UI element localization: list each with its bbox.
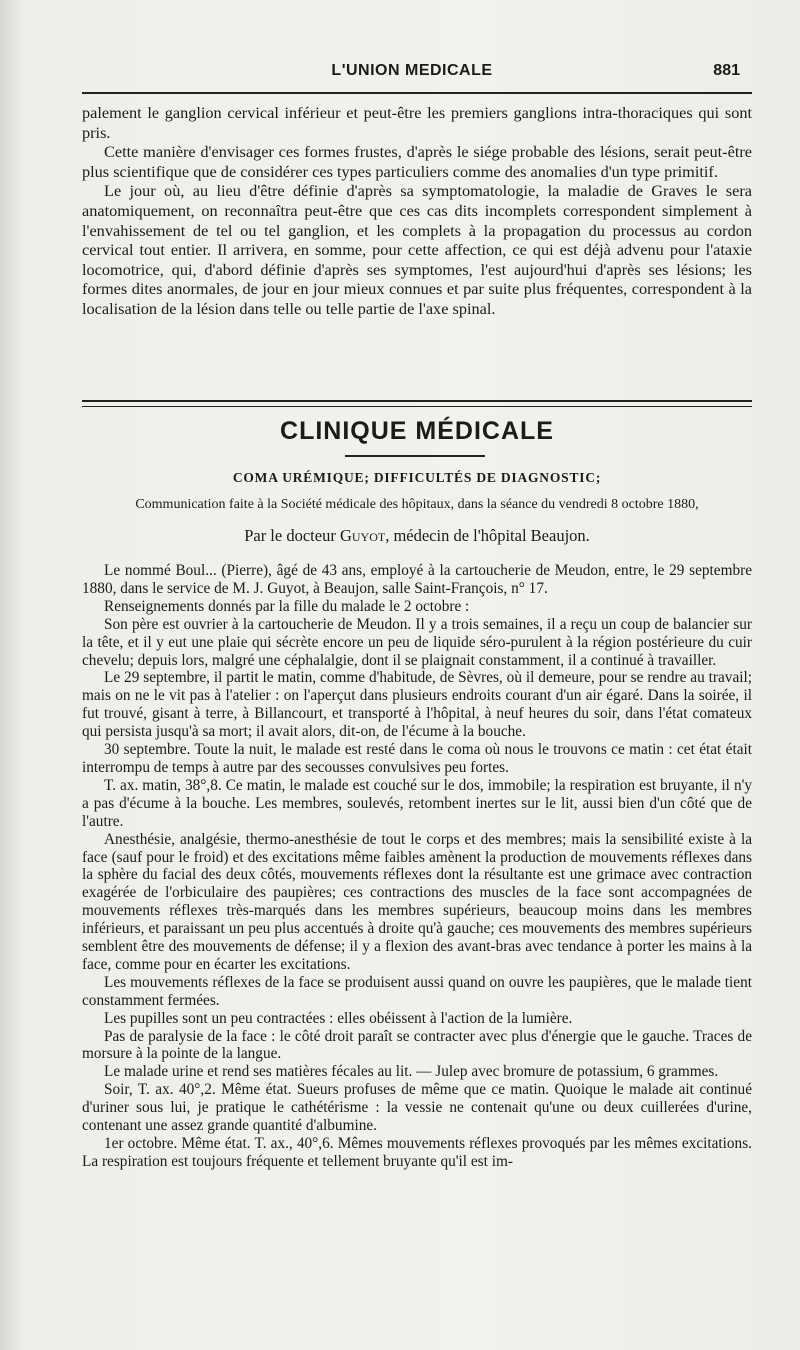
body-paragraph: Anesthésie, analgésie, thermo-anesthésie de tout le corps et des membres; mais la sensibilité existe à la face (sauf pour le froid) et des excitations même faibles amènent la production de mouvements réflexes dans la sphère du facial des deux côtés, mouvements réflexes dont la résultante est une grimace avec contraction exagérée de l'orbiculaire des paupières; ces contractions des muscles de la face sont accompagnées de mouvements réflexes très-marqués dans les membres supérieurs, beaucoup moins dans les membres inférieurs, et paraissant un peu plus accentués à droite qu'à gauche; ces mouvements des membres supérieurs semblent être des mouvements de défense; il y a flexion des avant-bras avec tendance à porter les mains à la face, comme pour en écarter les excitations. xyxy=(82,830,752,973)
section-title: CLINIQUE MÉDICALE xyxy=(280,417,554,445)
body-paragraph: Soir, T. ax. 40°,2. Même état. Sueurs profuses de même que ce matin. Quoique le malade ait continué d'uriner sous lui, je pratique le cathétérisme : la vessie ne contenait qu'une ou deux cuillerées d'urine, contenant une assez grande quantité d'albumine. xyxy=(82,1081,752,1135)
body-paragraph: Renseignements donnés par la fille du malade le 2 octobre : xyxy=(104,597,470,615)
title-underline xyxy=(345,455,485,457)
intro-text xyxy=(82,103,752,319)
byline-suffix: , médecin de l'hôpital Beaujon. xyxy=(385,526,590,545)
page-number: 881 xyxy=(713,62,740,79)
body-paragraph: T. ax. matin, 38°,8. Ce matin, le malade est couché sur le dos, immobile; la respiration est bruyante, il n'y a pas d'écume à la bouche. Les membres, soulevés, retombent inertes sur le lit, aussi bien d'un côté que de l'autre. xyxy=(82,776,752,830)
body-paragraph: Pas de paralysie de la face : le côté droit paraît se contracter avec plus d'énergie que le gauche. Traces de morsure à la pointe de la langue. xyxy=(82,1027,752,1063)
body-paragraph: 30 septembre. Toute la nuit, le malade est resté dans le coma où nous le trouvons ce matin : cet état était interrompu de temps à autre par des secousses convulsives peu fortes. xyxy=(82,741,752,776)
header-rule xyxy=(82,92,752,94)
running-header xyxy=(82,62,742,86)
body-paragraph: Le nommé Boul... (Pierre), âgé de 43 ans, employé à la cartoucherie de Meudon, entre, le 29 septembre 1880, dans le service de M. J. Guyot, à Beaujon, salle Saint-François, n° 17. xyxy=(82,562,752,597)
intro-paragraph: palement le ganglion cervical inférieur et peut-être les premiers ganglions intra-thoraciques qui sont pris. xyxy=(82,103,752,142)
body-paragraph: Le malade urine et rend ses matières fécales au lit. — Julep avec bromure de potassium, 6 grammes. xyxy=(104,1063,719,1081)
byline-prefix: Par le docteur xyxy=(244,526,340,545)
body-paragraph: Les mouvements réflexes de la face se produisent aussi quand on ouvre les paupières, que le malade tient constamment fermées. xyxy=(82,973,752,1009)
communication-note: Communication faite à la Société médicale des hôpitaux, dans la séance du vendredi 8 octobre 1880, xyxy=(135,497,699,512)
running-title: L'UNION MEDICALE xyxy=(331,62,493,79)
section-divider xyxy=(82,400,752,407)
body-paragraph: Les pupilles sont un peu contractées : elles obéissent à l'action de la lumière. xyxy=(104,1009,573,1027)
article-subtitle: COMA URÉMIQUE; DIFFICULTÉS DE DIAGNOSTIC; xyxy=(232,470,602,485)
byline xyxy=(82,526,752,546)
article-body xyxy=(82,562,752,1171)
intro-paragraph: Cette manière d'envisager ces formes frustes, d'après le siége probable des lésions, serait peut-être plus scientifique que de considérer ces types particuliers comme des anomalies d'un type primitif. xyxy=(82,142,752,181)
body-paragraph: Le 29 septembre, il partit le matin, comme d'habitude, de Sèvres, où il demeure, pour se rendre au travail; mais on ne le vit pas à l'atelier : on l'aperçut dans plusieurs endroits courant d'un air égaré. Dans la soirée, il fut trouvé, gisant à terre, à Billancourt, et transporté à l'hôpital, à neuf heures du soir, dans l'état comateux qui persista jusqu'à sa mort; il avait alors, dit-on, de l'écume à la bouche. xyxy=(82,669,752,741)
body-paragraph: 1er octobre. Même état. T. ax., 40°,6. Mêmes mouvements réflexes provoqués par les mêmes excitations. La respiration est toujours fréquente et tellement bruyante qu'il est im- xyxy=(82,1135,752,1170)
intro-paragraph: Le jour où, au lieu d'être définie d'après sa symptomatologie, la maladie de Graves le sera anatomiquement, on reconnaîtra peut-être que ces cas dits incomplets correspondent simplement à l'envahissement de tel ou tel ganglion, et les complets à la propagation du processus au cordon cervical tout entier. Il arrivera, en somme, pour cette affection, ce qui est déjà advenu pour l'ataxie locomotrice, qui, d'abord définie d'après ses symptomes, l'est aujourd'hui d'après ses lésions; les formes dites anormales, de jour en jour mieux connues et par suite plus fréquentes, correspondent à la localisation de la lésion dans telle ou telle partie de l'axe spinal. xyxy=(82,181,752,318)
byline-author: Guyot xyxy=(339,526,386,545)
body-paragraph: Son père est ouvrier à la cartoucherie de Meudon. Il y a trois semaines, il a reçu un coup de balancier sur la tête, et il y eut une plaie qui sécrète encore un peu de liquide séro-purulent à la région postérieure du cuir chevelu; depuis lors, malgré une céphalalgie, dont il se plaignait constamment, il a continué à travailler. xyxy=(82,615,752,669)
